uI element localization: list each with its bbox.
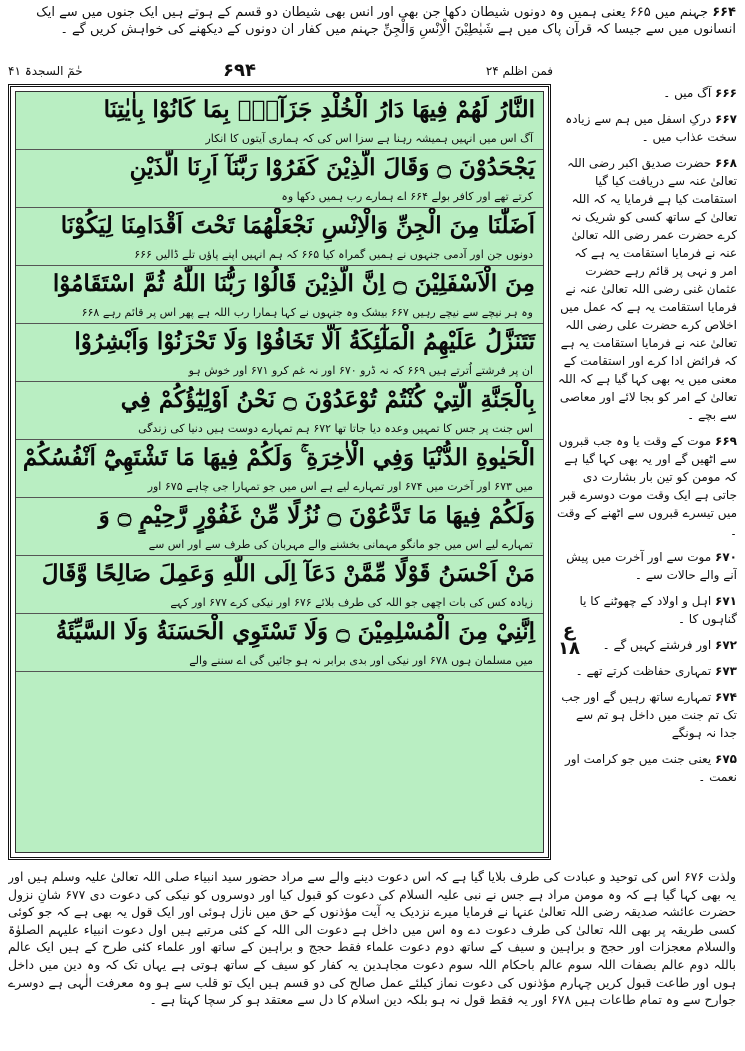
top-note-text: جہنم میں ۶۶۵ یعنی ہمیں وہ دونوں شیطان دکھا جن بھی اور انس بھی شیطان دو قسم کے ہوتے ہیں ایک جنوں میں سے ایک انسانوں میں سے جیسا کہ قرآن پاک میں ہے شَیٰطِیْنَ الْاِنْسِ وَالْجِنِّ جہنم میں کفار ان دونوں کے دیکھنے کی خواہش کریں گے ۔: [36, 5, 736, 37]
translation-line: اس جنت پر جس کا تمہیں وعدہ دیا جاتا تھا ۶۷۲ ہم تمہارے دوست ہیں دنیا کی زندگی: [16, 418, 543, 440]
side-note: [557, 688, 737, 742]
quran-line: مَنْ اَحْسَنُ قَوْلًا مِّمَّنْ دَعَآ اِلَى اللّٰهِ وَعَمِلَ صَالِحًا وَّقَالَ: [41, 560, 535, 587]
ruku-mark: ع ۱۸: [558, 620, 580, 659]
quran-line: بِالْجَنَّةِ الَّتِيْ كُنْتُمْ تُوْعَدُوْنَ ۝ نَحْنُ اَوْلِيٰٓؤُكُمْ فِي: [120, 386, 535, 413]
header-surah: حٰمٓ السجدۃ ۴۱: [8, 64, 83, 78]
side-note-text: درکِ اسفل میں ہم سے زیادہ سخت عذاب میں ۔: [565, 112, 737, 144]
quran-line: اِنَّنِيْ مِنَ الْمُسْلِمِيْنَ ۝ وَلَا تَسْتَوِي الْحَسَنَةُ وَلَا السَّيِّئَةُ: [55, 618, 535, 645]
page-number: ۶۹۴: [223, 60, 256, 81]
side-note-text: تمہارے ساتھ رہیں گے اور جب تک تم جنت میں داخل ہو تم سے جدا نہ ہونگے: [561, 690, 737, 740]
side-note-text: موت سے اور آخرت میں پیش آنے والے حالات سے ۔: [566, 550, 737, 582]
side-note: [557, 662, 737, 680]
side-note-num: ۶۶۹: [715, 434, 737, 448]
translation-line: دونوں جن اور آدمی جنہوں نے ہمیں گمراہ کیا ۶۶۵ کہ ہم انہیں اپنے پاؤں تلے ڈالیں ۶۶۶: [16, 244, 543, 266]
quran-line: النَّارُ لَهُمْ فِيهَا دَارُ الْخُلْدِ جَزَآءًۢ بِمَا كَانُوْا بِاٰيٰتِنَا: [103, 96, 535, 123]
side-note-text: آگ میں ۔: [663, 86, 712, 100]
side-note-num: ۶۷۳: [715, 664, 737, 678]
side-note: [557, 636, 737, 654]
side-note: [557, 548, 737, 584]
side-note: [557, 592, 737, 628]
quran-line: تَتَنَزَّلُ عَلَيْهِمُ الْمَلٰٓئِكَةُ اَلَّا تَخَافُوْا وَلَا تَحْزَنُوْا وَاَبْشِرُوْا: [74, 328, 535, 355]
translation-line: میں مسلمان ہوں ۶۷۸ اور نیکی اور بدی برابر نہ ہو جائیں گی اے سننے والے: [16, 650, 543, 672]
side-note: [557, 432, 737, 540]
margin-commentary: [557, 84, 737, 860]
quran-line: مِنَ الْاَسْفَلِيْنَ ۝ اِنَّ الَّذِيْنَ قَالُوْا رَبُّنَا اللّٰهُ ثُمَّ اسْتَقَامُوْا: [52, 270, 535, 297]
translation-line: وہ ہر نیچے سے نیچے رہیں ۶۶۷ بیشک وہ جنہوں نے کہا ہمارا رب اللہ ہے پھر اس پر قائم رہے ۶۶۸: [16, 302, 543, 324]
translation-line: تمہارے لیے اس میں جو مانگو مہمانی بخشنے والے مہربان کی طرف سے اور اس سے: [16, 534, 543, 556]
quran-line: اَضَلّٰنَا مِنَ الْجِنِّ وَالْاِنْسِ نَجْعَلْهُمَا تَحْتَ اَقْدَامِنَا لِيَكُوْنَا: [60, 212, 535, 239]
top-commentary: [8, 4, 736, 60]
side-note-num: ۶۶۸: [715, 156, 737, 170]
translation-line: کرتے تھے اور کافر بولے ۶۶۴ اے ہمارے رب ہمیں دکھا وہ: [16, 186, 543, 208]
side-note-num: ۶۷۵: [715, 752, 737, 766]
side-note-num: ۶۶۷: [715, 112, 737, 126]
translation-line: ان پر فرشتے اُترتے ہیں ۶۶۹ کہ نہ ڈرو ۶۷۰ اور نہ غم کرو ۶۷۱ اور خوش ہو: [16, 360, 543, 382]
quran-line: الْحَيٰوةِ الدُّنْيَا وَفِي الْاٰخِرَةِ ۚ وَلَكُمْ فِيهَا مَا تَشْتَهِيْٓ اَنْفُسُكُمْ: [22, 444, 535, 471]
header-juz: فمن اظلم ۲۴: [485, 64, 553, 78]
translation-line: میں ۶۷۳ اور آخرت میں ۶۷۴ اور تمہارے لیے ہے اس میں جو تمہارا جی چاہے ۶۷۵ اور: [16, 476, 543, 498]
side-note-text: اور فرشتے کہیں گے ۔: [602, 638, 712, 652]
side-note: [557, 154, 737, 424]
top-note-ref: ۶۶۴: [712, 5, 736, 20]
bottom-commentary: [8, 868, 736, 1046]
quran-line: وَلَكُمْ فِيهَا مَا تَدَّعُوْنَ ۝ نُزُلًا مِّنْ غَفُوْرٍ رَّحِيْمٍ ۝ وَ: [98, 502, 535, 529]
bottom-note-text: ولذت ۶۷۶ اس کی توحید و عبادت کی طرف بلایا گیا ہے کہ اس دعوت دینے والے سے مراد حضور سید انبیاء صلی اللہ تعالیٰ علیہ وسلم ہیں اور یہ بھی کہا گیا ہے کہ وہ مومن مراد ہے جس نے نبی علیہ السلام کی دعوت کو قبول کیا اور دوسروں کو نیکی کی دعوت دی ۶۷۷ شانِ نزول حضرت عائشہ صدیقہ رضی اللہ تعالیٰ عنہا نے فرمایا میرے نزدیک یہ آیت مؤذنوں کے حق میں نازل ہوئی اور ایک قول یہ بھی ہے کہ جو کوئی کسی طریقہ پر بھی اللہ تعالیٰ کی طرف دعوت دے وہ اس میں داخل ہے دعوت الی اللہ کے کئی مرتبے ہیں اول دعوت انبیاء علیہم الصلوٰۃ والسلام معجزات اور حجج و براہین و سیف کے ساتھ دوم دعوت علماء فقط حجج و براہین کے ساتھ اور علماء کئی طرح کے ہیں ایک عالم باللہ دوم عالم بصفات اللہ سوم عالم باحکام اللہ سوم دعوت مجاہدین یہ کفار کو سیف کے ساتھ ہوتی ہے یہاں تک کہ وہ دین میں داخل ہوں اور طاعت قبول کریں چہارم مؤذنوں کی دعوت نماز کیلئے عمل صالح کی دو قسم ہیں ایک تو قلب سے ہو وہ معرفت الٰہی ہے دوسرے جوارح سے وہ تمام طاعات ہیں ۶۷۸ اور یہ فقط قول نہ ہو بلکہ دین اسلام کا دل سے معتقد ہو کر سچا کہتا ہے ۔: [8, 869, 736, 1008]
quran-line: يَجْحَدُوْنَ ۝ وَقَالَ الَّذِيْنَ كَفَرُوْا رَبَّنَآ اَرِنَا الَّذَيْنِ: [129, 154, 535, 181]
side-note-num: ۶۶۶: [715, 86, 737, 100]
side-note: [557, 110, 737, 146]
side-note-text: موت کے وقت یا وہ جب قبروں سے اٹھیں گے اور یہ بھی کہا گیا ہے کہ مومن کو تین بار بشارت دی جاتی ہے ایک وقت موت دوسرے قبر میں تیسرے قبروں سے اٹھنے کے وقت ۔: [557, 434, 737, 538]
side-note-num: ۶۷۴: [715, 690, 737, 704]
running-header: [8, 62, 553, 82]
side-note-text: یعنی جنت میں جو کرامت اور نعمت ۔: [564, 752, 737, 784]
side-note-num: ۶۷۰: [715, 550, 737, 564]
side-note-text: تمہاری حفاظت کرتے تھے ۔: [575, 664, 712, 678]
side-note-num: ۶۷۱: [715, 594, 737, 608]
quran-text-area: [15, 91, 544, 853]
side-note: [557, 750, 737, 786]
quran-text-box: [8, 84, 551, 860]
translation-line: زیادہ کس کی بات اچھی جو اللہ کی طرف بلائے ۶۷۶ اور نیکی کرے ۶۷۷ اور کہے: [16, 592, 543, 614]
side-note-text: حضرت صدیق اکبر رضی اللہ تعالیٰ عنہ سے دریافت کیا گیا استقامت کیا ہے فرمایا یہ کہ اللہ تعالیٰ کے ساتھ کسی کو شریک نہ کرے حضرت عمر رضی اللہ تعالیٰ عنہ نے فرمایا استقامت یہ ہے کہ امر و نہی پر قائم رہے حضرت عثمان غنی رضی اللہ تعالیٰ عنہ نے فرمایا استقامت یہ ہے کہ عمل میں اخلاص کرے حضرت علی رضی اللہ تعالیٰ عنہ نے فرمایا استقامت یہ ہے کہ فرائض ادا کرے اور استقامت کے معنی میں یہ بھی کہا گیا ہے کہ اللہ تعالیٰ کے امر کو بجا لائے اور معاصی سے بچے ۔: [558, 156, 737, 422]
translation-line: آگ اس میں انہیں ہمیشہ رہنا ہے سزا اس کی کہ ہماری آیتوں کا انکار: [16, 128, 543, 150]
side-note-text: اہل و اولاد کے چھوٹنے کا یا گناہوں کا ۔: [579, 594, 737, 626]
side-note: [557, 84, 737, 102]
side-note-num: ۶۷۲: [715, 638, 737, 652]
